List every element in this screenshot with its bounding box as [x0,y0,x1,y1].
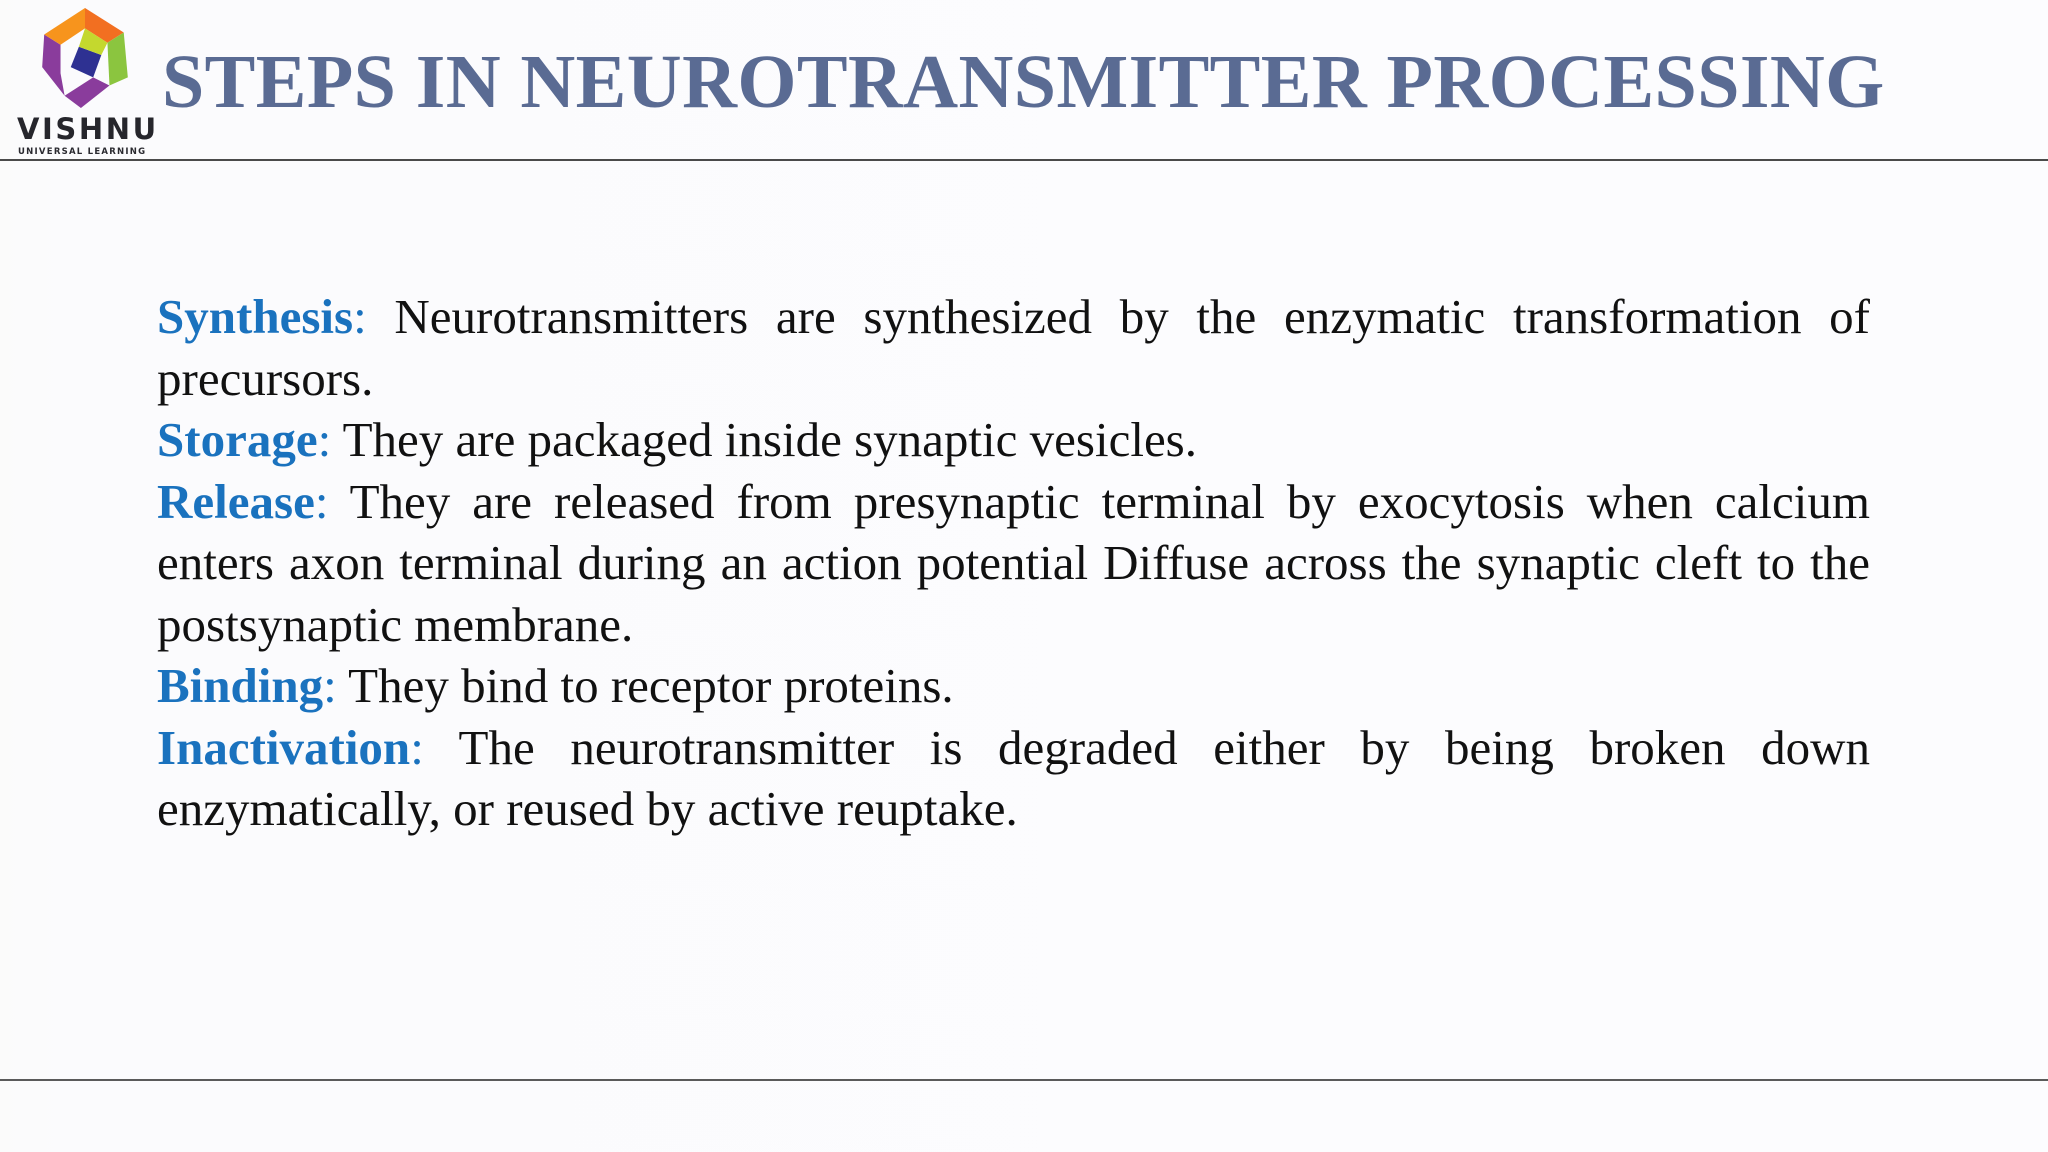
step-inactivation [157,717,1870,840]
footer-divider [0,1079,2048,1081]
step-term: Storage [157,412,318,467]
step-term: Release [157,473,315,529]
step-synthesis [157,286,1870,409]
logo-wordmark: VISHNU [17,112,159,146]
step-binding [157,655,1870,717]
step-term: Inactivation [157,719,411,775]
header-divider [0,159,2048,161]
step-text: They are released from presynaptic terminal by exocytosis when calcium enters axon terminal during an action potential Diffuse across the synaptic cleft to the postsynaptic membrane. [157,473,1870,652]
step-release [157,471,1870,656]
step-term: Synthesis [157,289,354,344]
step-term: Binding [157,658,324,713]
slide-header [0,0,2048,160]
logo-tagline: UNIVERSAL LEARNING [18,147,147,157]
step-storage [157,409,1870,471]
step-text: They are packaged inside synaptic vesicles. [331,412,1198,467]
step-separator: : [353,289,367,344]
step-text: The neurotransmitter is degraded either by being broken down enzymatically, or reused by active reuptake. [157,719,1870,836]
step-text: They bind to receptor proteins. [336,658,954,713]
page-title: STEPS IN NEUROTRANSMITTER PROCESSING [162,40,1885,124]
step-separator: : [323,658,337,713]
step-separator: : [317,412,332,467]
logo-mark-icon [34,6,136,110]
vishnu-logo [10,4,159,160]
step-separator: : [314,473,329,529]
steps-list [157,286,1870,840]
step-text: Neurotransmitters are synthesized by the enzymatic transformation of precursors. [157,289,1870,406]
step-separator: : [410,719,424,775]
